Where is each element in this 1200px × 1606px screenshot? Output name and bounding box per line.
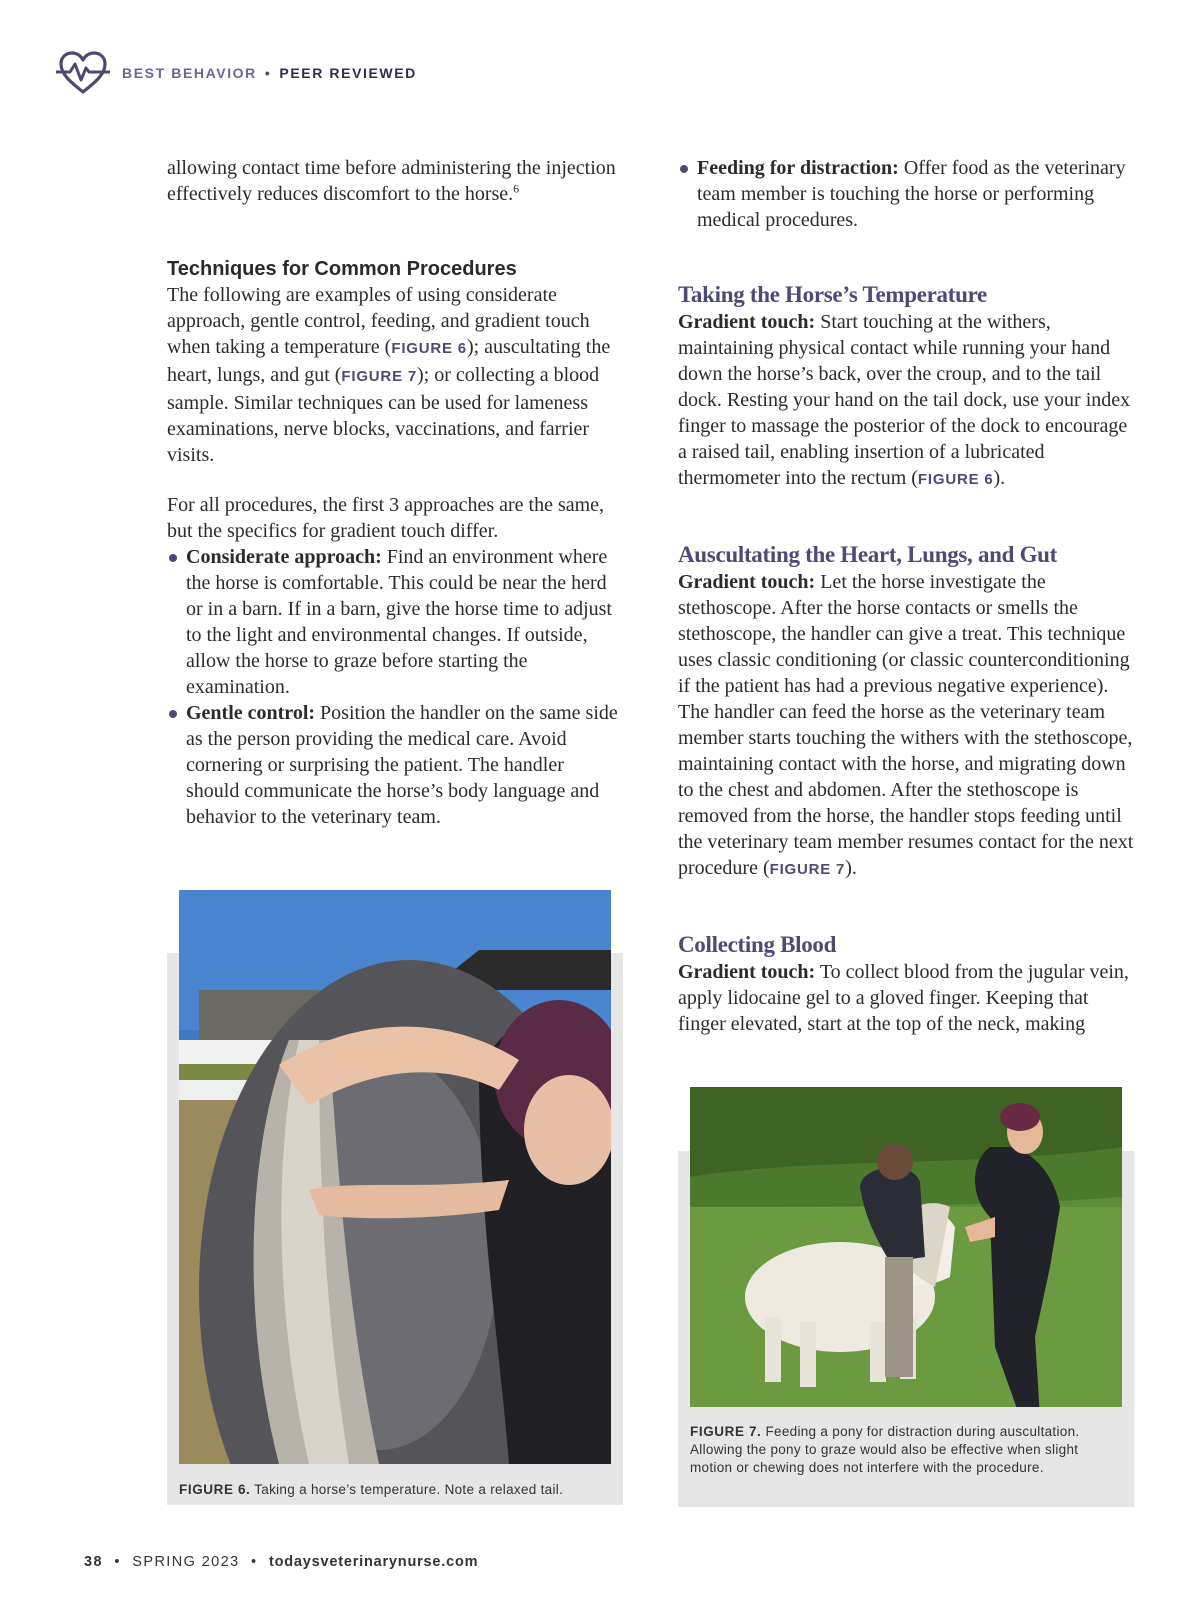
subheading-techniques: Techniques for Common Procedures — [167, 258, 517, 280]
list-term: Gentle control: — [186, 702, 316, 724]
intro-text: allowing contact time before administering the injection effectively reduces discomfort to the horse. — [167, 157, 616, 205]
text-segment: To collect blood from the jugular vein, apply lidocaine gel to a gloved finger. Keeping that finger elevated, start at the top of the neck, making — [678, 961, 1129, 1035]
auscultation-paragraph — [678, 569, 1138, 883]
list-term: Considerate approach: — [186, 546, 382, 568]
intro-paragraph — [167, 155, 622, 207]
figure-7-link[interactable]: FIGURE 7 — [341, 368, 417, 385]
list-text: Position the handler on the same side as the person providing the medical care. Avoid cornering or surprising the patient. The handler should communicate the horse’s body language and behavior to the veterinary team. — [186, 702, 618, 828]
figure-6-caption — [179, 1481, 619, 1499]
footer-separator: • — [114, 1554, 121, 1570]
figure-6-link[interactable]: FIGURE 6 — [917, 471, 994, 488]
text-segment: Let the horse investigate the stethoscope. After the horse contacts or smells the stethoscope, the handler can give a treat. This technique uses classic conditioning (or classic counterconditioning if the patient has had a previous negative experience). The handler can feed the horse as the veterinary team member starts touching the withers with the stethoscope, maintaining contact with the horse, and migrating down to the chest and abdomen. After the stethoscope is removed from the horse, the handler stops feeding until the veterinary team member resumes contact for the next procedure ( — [678, 571, 1134, 879]
text-segment: ). — [993, 467, 1006, 489]
paragraph-term: Gradient touch: — [678, 571, 816, 593]
heart-pulse-icon — [56, 50, 110, 96]
paragraph-term: Gradient touch: — [678, 961, 816, 983]
techniques-paragraph — [167, 282, 622, 468]
citation-ref[interactable]: 6 — [513, 181, 520, 196]
feeding-list — [678, 155, 1138, 233]
caption-text: Feeding a pony for distraction during auscultation. Allowing the pony to graze would also be effective when slight motion or chewing does not interfere with the procedure. — [690, 1424, 1080, 1475]
list-text: Offer food as the veterinary team member is touching the horse or performing medical procedures. — [697, 157, 1126, 231]
page-header — [56, 50, 417, 96]
list-item — [678, 155, 1138, 233]
text-segment: ). — [845, 857, 857, 879]
page-footer — [84, 1554, 478, 1570]
footer-separator: • — [251, 1554, 258, 1570]
website-link[interactable]: todaysveterinarynurse.com — [268, 1554, 479, 1570]
section-title-temperature: Taking the Horse’s Temperature — [678, 282, 987, 307]
section-title-blood: Collecting Blood — [678, 932, 837, 957]
section-name: BEST BEHAVIOR — [122, 65, 257, 81]
temperature-paragraph — [678, 309, 1138, 493]
list-item — [167, 544, 622, 700]
review-status: PEER REVIEWED — [279, 65, 417, 81]
figure-7-link[interactable]: FIGURE 7 — [769, 861, 846, 878]
figure-7-caption — [690, 1423, 1120, 1477]
paragraph-term: Gradient touch: — [678, 311, 816, 333]
figure-label: FIGURE 6. — [179, 1482, 251, 1497]
text-segment: Start touching at the withers, maintaining physical contact while running your hand down the horse’s back, over the croup, and to the tail dock. Resting your hand on the tail dock, use your index finger to massage the posterior of the dock to encourage a raised tail, enabling insertion of a lubricated thermometer into the rectum ( — [678, 311, 1131, 489]
figure-7-photo — [690, 1087, 1122, 1407]
caption-text: Taking a horse’s temperature. Note a relaxed tail. — [250, 1482, 564, 1497]
text-segment: ); auscultating the heart, lungs, and gut ( — [167, 336, 611, 386]
list-text: Find an environment where the horse is comfortable. This could be near the herd or in a barn. If in a barn, give the horse time to adjust to the light and environmental changes. If outside, allow the horse to graze before starting the examination. — [186, 546, 612, 698]
header-label — [122, 65, 417, 81]
issue-label: SPRING 2023 — [132, 1554, 240, 1570]
figure-6-photo — [179, 890, 611, 1464]
list-term: Feeding for distraction: — [697, 157, 899, 179]
header-separator: • — [264, 65, 272, 81]
figure-6-link[interactable]: FIGURE 6 — [391, 340, 467, 357]
figure-label: FIGURE 7. — [690, 1424, 762, 1439]
text-segment: The following are examples of using considerate approach, gentle control, feeding, and gradient touch when taking a temperature ( — [167, 284, 590, 358]
section-title-auscultation: Auscultating the Heart, Lungs, and Gut — [678, 542, 1058, 567]
right-column — [678, 155, 1138, 1037]
list-item — [167, 700, 622, 830]
approaches-paragraph: For all procedures, the first 3 approaches are the same, but the specifics for gradient touch differ. — [167, 494, 605, 542]
text-segment: ); or collecting a blood sample. Similar techniques can be used for lameness examinations, nerve blocks, vaccinations, and farrier visits. — [167, 364, 600, 466]
approach-list — [167, 544, 622, 830]
blood-paragraph — [678, 959, 1138, 1037]
page-number: 38 — [84, 1554, 103, 1570]
left-column — [167, 155, 622, 830]
